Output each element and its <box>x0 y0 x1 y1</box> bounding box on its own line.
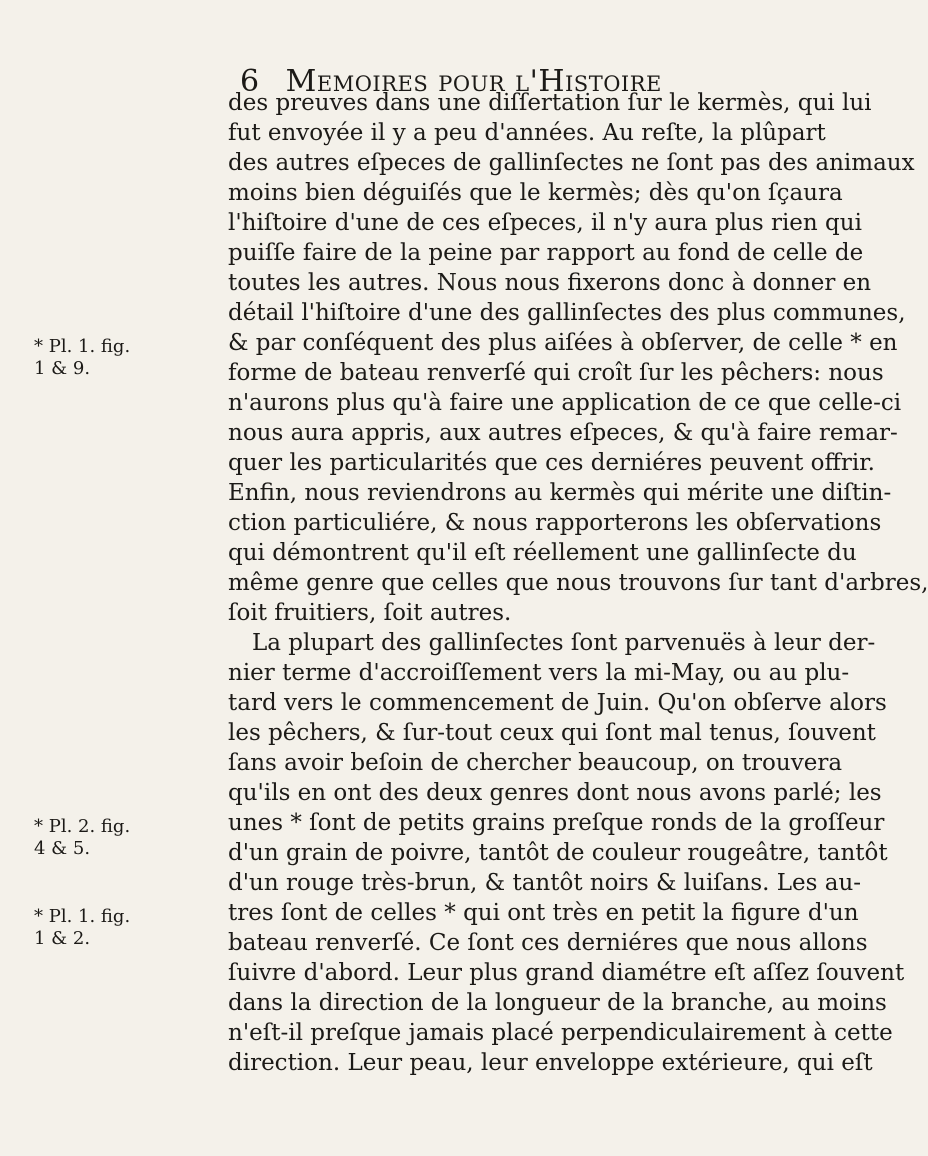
margin-note-figures: 4 & 5. <box>34 838 91 859</box>
text-line: ſuivre d'abord. Leur plus grand diamétre eſt aſſez ſouvent <box>228 960 905 986</box>
text-line: les pêchers, & ſur-tout ceux qui ſont mal tenus, ſouvent <box>228 720 876 746</box>
text-line: toutes les autres. Nous nous fixerons donc à donner en <box>228 270 872 296</box>
text-line: tres ſont de celles * qui ont très en petit la figure d'un <box>228 900 859 926</box>
text-line: d'un rouge très-brun, & tantôt noirs & luiſans. Les au- <box>228 870 862 896</box>
margin-note <box>34 906 214 950</box>
text-line: d'un grain de poivre, tantôt de couleur rougeâtre, tantôt <box>228 840 888 866</box>
margin-note <box>34 816 214 860</box>
page-number: 6 <box>240 64 260 99</box>
text-line: détail l'hiſtoire d'une des gallinſectes des plus communes, <box>228 300 906 326</box>
text-line: quer les particularités que ces derniéres peuvent offrir. <box>228 450 875 476</box>
text-line: tard vers le commencement de Juin. Qu'on obſerve alors <box>228 690 887 716</box>
margin-note-ref: * Pl. 1. fig. <box>34 906 131 927</box>
text-line: l'hiſtoire d'une de ces eſpeces, il n'y aura plus rien qui <box>228 210 862 236</box>
margin-note-figures: 1 & 9. <box>34 358 91 379</box>
text-line: dans la direction de la longueur de la branche, au moins <box>228 990 887 1016</box>
text-line: bateau renverſé. Ce ſont ces derniéres que nous allons <box>228 930 868 956</box>
running-title: Memoires pour l'Histoire <box>285 64 662 99</box>
text-line: n'aurons plus qu'à faire une application de ce que celle-ci <box>228 390 902 416</box>
margin-note-ref: * Pl. 2. fig. <box>34 816 131 837</box>
text-line: ction particuliére, & nous rapporterons les obſervations <box>228 510 882 536</box>
text-line: ſans avoir beſoin de chercher beaucoup, on trouvera <box>228 750 843 776</box>
text-line: forme de bateau renverſé qui croît ſur les pêchers: nous <box>228 360 884 386</box>
text-line: qu'ils en ont des deux genres dont nous avons parlé; les <box>228 780 882 806</box>
margin-note-ref: * Pl. 1. fig. <box>34 336 131 357</box>
text-line: n'eſt-il preſque jamais placé perpendiculairement à cette <box>228 1020 893 1046</box>
text-line: unes * ſont de petits grains preſque ronds de la groſſeur <box>228 810 885 836</box>
margin-note-figures: 1 & 2. <box>34 928 91 949</box>
text-line: La plupart des gallinſectes ſont parvenuës à leur der- <box>252 630 876 656</box>
text-line: même genre que celles que nous trouvons ſur tant d'arbres, <box>228 570 928 596</box>
text-line: Enfin, nous reviendrons au kermès qui mérite une diſtin- <box>228 480 892 506</box>
text-line: fut envoyée il y a peu d'années. Au reſte, la plûpart <box>228 120 826 146</box>
margin-note <box>34 336 214 380</box>
text-line: qui démontrent qu'il eſt réellement une gallinſecte du <box>228 540 857 566</box>
text-line: moins bien déguiſés que le kermès; dès qu'on ſçaura <box>228 180 843 206</box>
text-line: des preuves dans une diſſertation ſur le kermès, qui lui <box>228 90 872 116</box>
text-line: des autres eſpeces de gallinſectes ne ſont pas des animaux <box>228 150 915 176</box>
text-line: puiſſe faire de la peine par rapport au fond de celle de <box>228 240 864 266</box>
text-line: nier terme d'accroiſſement vers la mi-May, ou au plu- <box>228 660 850 686</box>
text-line: ſoit fruitiers, ſoit autres. <box>228 600 512 626</box>
text-line: & par conſéquent des plus aiſées à obſerver, de celle * en <box>228 330 898 356</box>
text-line: nous aura appris, aux autres eſpeces, & qu'à faire remar- <box>228 420 898 446</box>
text-line: direction. Leur peau, leur enveloppe extérieure, qui eſt <box>228 1050 873 1076</box>
